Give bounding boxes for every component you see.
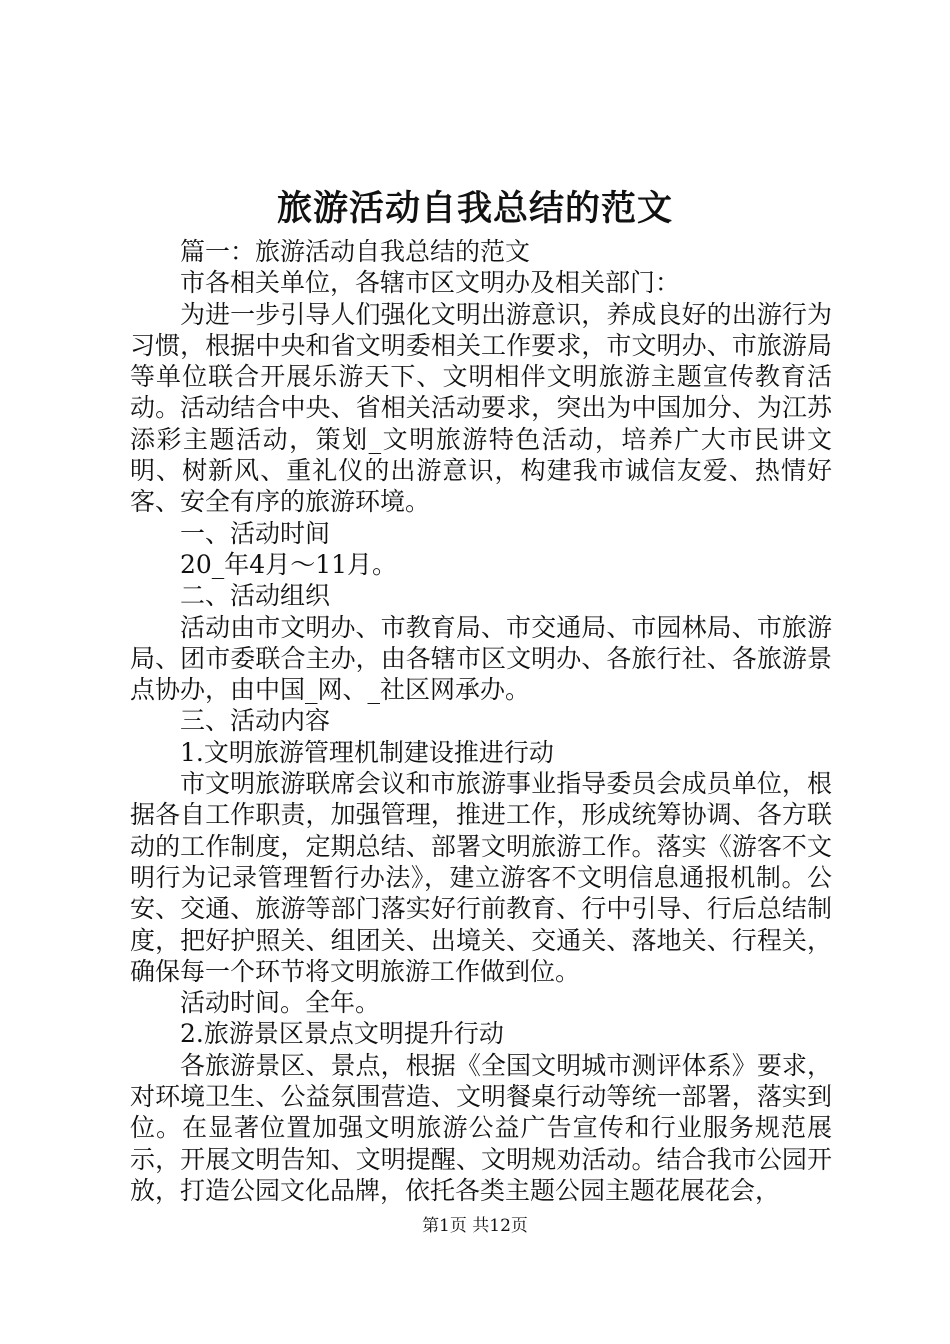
subsection-heading: 2.旅游景区景点文明提升行动 [180, 1019, 504, 1049]
body-paragraph: 市文明旅游联席会议和市旅游事业指导委员会成员单位，根据各自工作职责，加强管理，推进工作，形成统筹协调、各方联动的工作制度，定期总结、部署文明旅游工作。落实《游客不文明行为记录管理暂行办法》，建立游客不文明信息通报机制。公安、交通、旅游等部门落实好行前教育、行中引导、行后总结制度，把好护照关、组团关、出境关、交通关、落地关、行程关，确保每一个环节将文明旅游工作做到位。 [130, 769, 832, 986]
document-title: 旅游活动自我总结的范文 [276, 188, 673, 229]
section-heading: 三、活动内容 [180, 706, 331, 736]
section-heading: 篇一：旅游活动自我总结的范文 [180, 237, 531, 266]
body-paragraph: 20_年4月～11月。 [180, 549, 398, 579]
section-heading: 二、活动组织 [180, 581, 331, 611]
body-paragraph: 各旅游景区、景点，根据《全国文明城市测评体系》要求，对环境卫生、公益氛围营造、文明餐桌行动等统一部署，落实到位。在显著位置加强文明旅游公益广告宣传和行业服务规范展示，开展文明告知、文明提醒、文明规劝活动。结合我市公园开放，打造公园文化品牌，依托各类主题公园主题花展花会， [130, 1050, 832, 1205]
body-paragraph: 为进一步引导人们强化文明出游意识，养成良好的出游行为习惯，根据中央和省文明委相关工作要求，市文明办、市旅游局等单位联合开展乐游天下、文明相伴文明旅游主题宣传教育活动。活动结合中央、省相关活动要求，突出为中国加分、为江苏添彩主题活动，策划_文明旅游特色活动，培养广大市民讲文明、树新风、重礼仪的出游意识，构建我市诚信友爱、热情好客、安全有序的旅游环境。 [130, 299, 832, 517]
document-body [130, 236, 832, 1206]
body-paragraph: 活动由市文明办、市教育局、市交通局、市园林局、市旅游局、团市委联合主办，由各辖市区文明办、各旅行社、各旅游景点协办，由中国_网、_社区网承办。 [130, 612, 832, 705]
salutation: 市各相关单位，各辖市区文明办及相关部门： [180, 268, 681, 298]
subsection-heading: 1.文明旅游管理机制建设推进行动 [180, 737, 554, 767]
body-paragraph: 活动时间。全年。 [180, 988, 381, 1018]
section-heading: 一、活动时间 [180, 518, 331, 548]
page-number-footer: 第1页 共12页 [422, 1216, 528, 1236]
